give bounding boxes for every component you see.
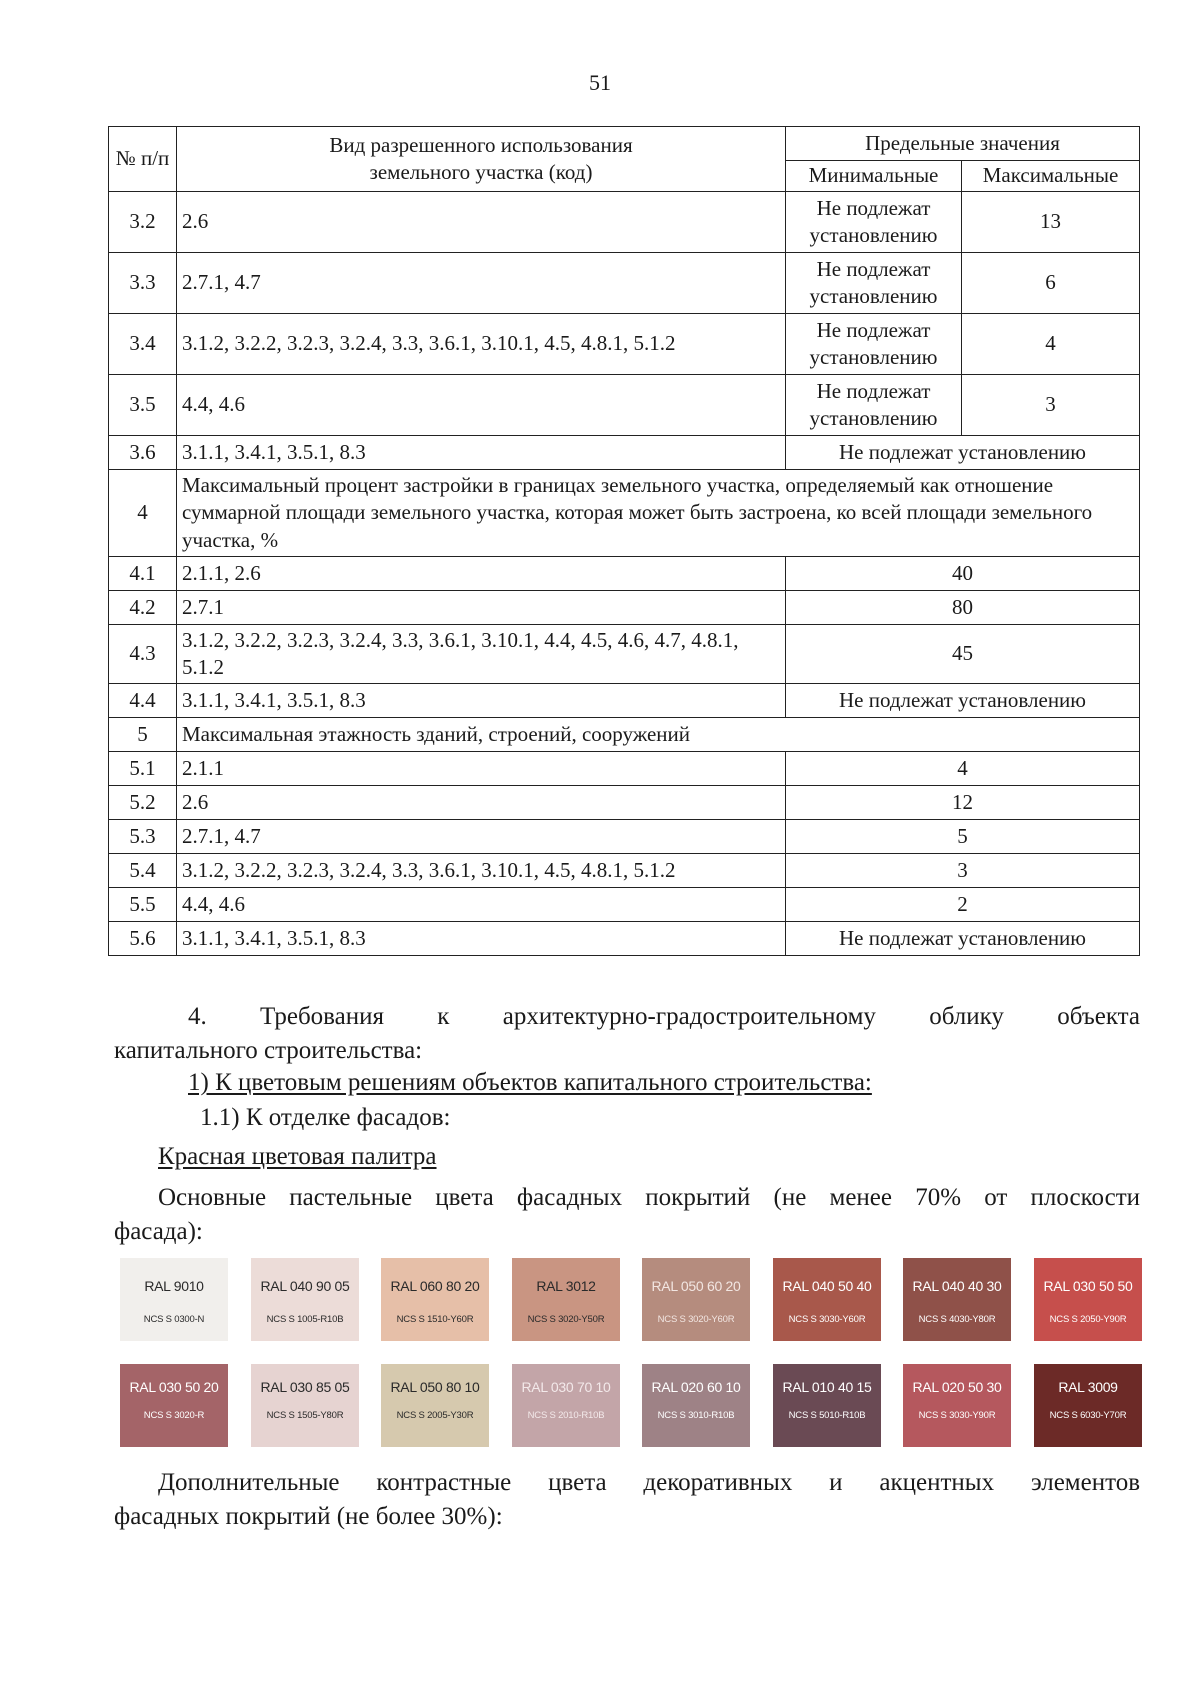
swatch-ral-label: RAL 040 90 05 <box>260 1278 350 1294</box>
row-value: 40 <box>786 557 1140 591</box>
row-value: 80 <box>786 591 1140 625</box>
row-num: 5.6 <box>109 922 177 956</box>
extra-colors-line1: Дополнительные контрастные цвета декоративных и акцентных элементов <box>158 1469 1140 1496</box>
row-num: 5.3 <box>109 820 177 854</box>
swatch-ncs-label: NCS S 4030-Y80R <box>918 1314 996 1325</box>
row-codes: 3.1.2, 3.2.2, 3.2.3, 3.2.4, 3.3, 3.6.1, 3.10.1, 4.5, 4.8.1, 5.1.2 <box>177 854 786 888</box>
requirements-heading-line1: 4. Требования к архитектурно-градостроительному облику объекта <box>188 1003 1140 1030</box>
color-swatch <box>773 1258 881 1341</box>
row-value: 3 <box>786 854 1140 888</box>
color-swatch <box>642 1258 750 1341</box>
row-max: 4 <box>962 314 1140 375</box>
color-swatch <box>120 1364 228 1447</box>
swatch-ral-label: RAL 020 50 30 <box>912 1379 1002 1395</box>
section-row <box>109 470 1140 557</box>
swatch-ncs-label: NCS S 1005-R10B <box>266 1314 344 1325</box>
swatch-ral-label: RAL 3012 <box>536 1278 596 1294</box>
row-codes: 2.6 <box>177 786 786 820</box>
row-max: 6 <box>962 253 1140 314</box>
color-swatch <box>120 1258 228 1341</box>
swatch-ncs-label: NCS S 0300-N <box>143 1314 205 1325</box>
row-value: 45 <box>786 625 1140 684</box>
color-swatch <box>903 1364 1011 1447</box>
row-min: Не подлежат установлению <box>786 375 962 436</box>
color-swatch <box>251 1364 359 1447</box>
swatch-ncs-label: NCS S 3010-R10B <box>657 1410 735 1421</box>
row-value: Не подлежат установлению <box>786 684 1140 718</box>
color-solutions-item: 1) К цветовым решениям объектов капитального строительства: <box>188 1069 872 1096</box>
swatch-ncs-label: NCS S 3020-Y50R <box>527 1314 605 1325</box>
row-num: 4 <box>109 470 177 557</box>
swatch-ral-label: RAL 050 60 20 <box>651 1278 741 1294</box>
row-codes: 4.4, 4.6 <box>177 375 786 436</box>
swatch-ncs-label: NCS S 3030-Y60R <box>788 1314 866 1325</box>
requirements-heading-line2: капитального строительства: <box>114 1037 423 1064</box>
color-swatch <box>1034 1258 1142 1341</box>
table-row <box>109 684 1140 718</box>
row-min: Не подлежат установлению <box>786 314 962 375</box>
swatch-ral-label: RAL 040 50 40 <box>782 1278 872 1294</box>
row-codes: 2.1.1, 2.6 <box>177 557 786 591</box>
row-max: 3 <box>962 375 1140 436</box>
row-num: 5 <box>109 718 177 752</box>
row-num: 3.6 <box>109 436 177 470</box>
row-num: 3.5 <box>109 375 177 436</box>
basic-colors-line1: Основные пастельные цвета фасадных покрытий (не менее 70% от плоскости <box>158 1184 1140 1211</box>
swatch-ral-label: RAL 050 80 10 <box>390 1379 480 1395</box>
table-row <box>109 888 1140 922</box>
swatch-ncs-label: NCS S 2010-R10B <box>527 1410 605 1421</box>
basic-colors-line2: фасада): <box>114 1218 203 1245</box>
section-row <box>109 718 1140 752</box>
row-codes: 4.4, 4.6 <box>177 888 786 922</box>
row-num: 4.1 <box>109 557 177 591</box>
swatch-ncs-label: NCS S 2050-Y90R <box>1049 1314 1127 1325</box>
swatch-ncs-label: NCS S 2005-Y30R <box>396 1410 474 1421</box>
table-row <box>109 786 1140 820</box>
swatch-ral-label: RAL 030 70 10 <box>521 1379 611 1395</box>
table-row <box>109 591 1140 625</box>
row-num: 3.2 <box>109 192 177 253</box>
header-min: Минимальные <box>786 161 962 192</box>
row-num: 5.4 <box>109 854 177 888</box>
swatch-ral-label: RAL 030 50 20 <box>129 1379 219 1395</box>
color-swatch <box>251 1258 359 1341</box>
color-swatch <box>903 1258 1011 1341</box>
swatch-ral-label: RAL 030 50 50 <box>1043 1278 1133 1294</box>
row-num: 4.2 <box>109 591 177 625</box>
color-swatch <box>512 1258 620 1341</box>
table-row <box>109 820 1140 854</box>
extra-colors-line2: фасадных покрытий (не более 30%): <box>114 1503 503 1530</box>
table-row <box>109 752 1140 786</box>
row-codes: 2.7.1, 4.7 <box>177 253 786 314</box>
swatch-ral-label: RAL 9010 <box>144 1278 204 1294</box>
row-codes: 3.1.1, 3.4.1, 3.5.1, 8.3 <box>177 922 786 956</box>
swatch-ncs-label: NCS S 3030-Y90R <box>918 1410 996 1421</box>
row-codes: 2.7.1 <box>177 591 786 625</box>
row-num: 5.5 <box>109 888 177 922</box>
row-num: 5.2 <box>109 786 177 820</box>
row-value: 12 <box>786 786 1140 820</box>
row-min: Не подлежат установлению <box>786 253 962 314</box>
row-num: 5.1 <box>109 752 177 786</box>
row-codes: 3.1.1, 3.4.1, 3.5.1, 8.3 <box>177 436 786 470</box>
row-value: 5 <box>786 820 1140 854</box>
color-swatch <box>1034 1364 1142 1447</box>
swatch-ral-label: RAL 030 85 05 <box>260 1379 350 1395</box>
row-num: 3.4 <box>109 314 177 375</box>
facade-finishing-item: 1.1) К отделке фасадов: <box>200 1104 451 1131</box>
color-swatch <box>512 1364 620 1447</box>
row-value: 2 <box>786 888 1140 922</box>
table-row <box>109 375 1140 436</box>
swatch-ral-label: RAL 020 60 10 <box>651 1379 741 1395</box>
swatch-ral-label: RAL 040 40 30 <box>912 1278 1002 1294</box>
color-swatch <box>642 1364 750 1447</box>
table-row <box>109 625 1140 684</box>
header-type: Вид разрешенного использования земельного участка (код) <box>177 127 786 192</box>
swatch-ncs-label: NCS S 3020-Y60R <box>657 1314 735 1325</box>
table-row <box>109 922 1140 956</box>
table-row <box>109 314 1140 375</box>
limits-table <box>108 126 1140 956</box>
header-num: № п/п <box>109 127 177 192</box>
header-limits: Предельные значения <box>786 127 1140 161</box>
row-codes: 3.1.2, 3.2.2, 3.2.3, 3.2.4, 3.3, 3.6.1, 3.10.1, 4.5, 4.8.1, 5.1.2 <box>177 314 786 375</box>
color-swatch-grid <box>120 1258 1140 1448</box>
row-num: 3.3 <box>109 253 177 314</box>
header-max: Максимальные <box>962 161 1140 192</box>
table-row <box>109 436 1140 470</box>
table-row <box>109 557 1140 591</box>
row-num: 4.3 <box>109 625 177 684</box>
swatch-ral-label: RAL 060 80 20 <box>390 1278 480 1294</box>
color-swatch <box>381 1258 489 1341</box>
table-row <box>109 253 1140 314</box>
table-row <box>109 192 1140 253</box>
palette-title: Красная цветовая палитра <box>158 1143 437 1170</box>
row-value: 4 <box>786 752 1140 786</box>
swatch-ncs-label: NCS S 1510-Y60R <box>396 1314 474 1325</box>
row-num: 4.4 <box>109 684 177 718</box>
swatch-ral-label: RAL 3009 <box>1058 1379 1118 1395</box>
swatch-ral-label: RAL 010 40 15 <box>782 1379 872 1395</box>
row-max: 13 <box>962 192 1140 253</box>
row-min: Не подлежат установлению <box>786 192 962 253</box>
swatch-ncs-label: NCS S 6030-Y70R <box>1049 1410 1127 1421</box>
row-codes: 2.6 <box>177 192 786 253</box>
swatch-ncs-label: NCS S 5010-R10B <box>788 1410 866 1421</box>
color-swatch <box>381 1364 489 1447</box>
row-codes: 3.1.1, 3.4.1, 3.5.1, 8.3 <box>177 684 786 718</box>
row-value: Не подлежат установлению <box>786 922 1140 956</box>
row-codes: 2.1.1 <box>177 752 786 786</box>
row-codes: 2.7.1, 4.7 <box>177 820 786 854</box>
table-row <box>109 854 1140 888</box>
swatch-ncs-label: NCS S 3020-R <box>143 1410 205 1421</box>
page-number: 51 <box>589 70 611 95</box>
row-codes: 3.1.2, 3.2.2, 3.2.3, 3.2.4, 3.3, 3.6.1, 3.10.1, 4.4, 4.5, 4.6, 4.7, 4.8.1, 5.1.2 <box>177 625 786 684</box>
section-title: Максимальная этажность зданий, строений, сооружений <box>177 718 1140 752</box>
section-title: Максимальный процент застройки в границах земельного участка, определяемый как отношение суммарной площади земельного участка, которая может быть застроена, ко всей площади земельного участка, % <box>177 470 1140 557</box>
swatch-ncs-label: NCS S 1505-Y80R <box>266 1410 344 1421</box>
color-swatch <box>773 1364 881 1447</box>
row-value: Не подлежат установлению <box>786 436 1140 470</box>
